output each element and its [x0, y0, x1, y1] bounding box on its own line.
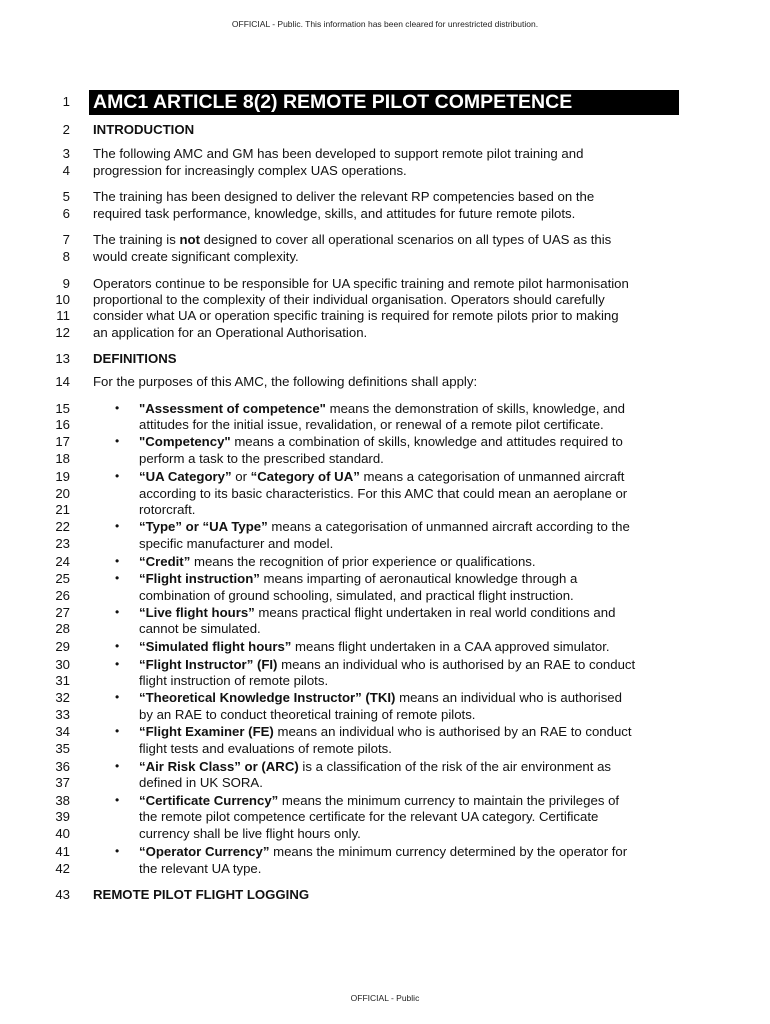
- definition-item: [0, 433, 770, 450]
- line-number: 18: [55, 451, 70, 466]
- bullet-icon: •: [115, 793, 120, 807]
- line-number: 21: [55, 502, 70, 517]
- text-line: [0, 373, 770, 390]
- line-text: would create significant complexity.: [93, 249, 299, 264]
- classification-footer: OFFICIAL - Public: [350, 993, 420, 1003]
- definition-item: [0, 843, 770, 860]
- defined-term: “Operator Currency”: [139, 844, 270, 859]
- line-text: perform a task to the prescribed standard.: [139, 451, 384, 466]
- text-line: [0, 205, 770, 222]
- defined-term: “Certificate Currency”: [139, 793, 279, 808]
- line-number: 7: [62, 232, 70, 247]
- line-number: 23: [55, 536, 70, 551]
- line-number: 19: [55, 469, 70, 484]
- text-line: [0, 740, 770, 757]
- line-number: 42: [55, 861, 70, 876]
- line-number: 4: [62, 163, 70, 178]
- definition-item: [0, 604, 770, 621]
- line-number: 20: [55, 486, 70, 501]
- line-number: 6: [62, 206, 70, 221]
- line-number: 26: [55, 588, 70, 603]
- line-text: rotorcraft.: [139, 502, 196, 517]
- line-text: flight instruction of remote pilots.: [139, 673, 329, 688]
- line-text: The following AMC and GM has been developed to support remote pilot training and: [93, 146, 584, 161]
- line-number: 40: [55, 826, 70, 841]
- defined-term: "Competency": [139, 434, 231, 449]
- line-text: “Theoretical Knowledge Instructor” (TKI) means an individual who is authorised: [139, 690, 622, 705]
- section-heading: REMOTE PILOT FLIGHT LOGGING: [93, 887, 310, 902]
- line-text: “Simulated flight hours” means flight undertaken in a CAA approved simulator.: [139, 639, 610, 654]
- definition-item: [0, 689, 770, 706]
- line-text: “Credit” means the recognition of prior experience or qualifications.: [139, 554, 536, 569]
- line-text: specific manufacturer and model.: [139, 536, 334, 551]
- bullet-icon: •: [115, 657, 120, 671]
- text-line: [0, 188, 770, 205]
- defined-term: “Type” or “UA Type”: [139, 519, 268, 534]
- line-text: consider what UA or operation specific training is required for remote pilots prior to making: [93, 308, 619, 323]
- line-text: “Flight Instructor” (FI) means an individual who is authorised by an RAE to conduct: [139, 657, 636, 672]
- bullet-icon: •: [115, 724, 120, 738]
- line-number: 43: [55, 887, 70, 902]
- line-number: 2: [62, 122, 70, 137]
- line-text: an application for an Operational Authorisation.: [93, 325, 368, 340]
- defined-term: “Theoretical Knowledge Instructor” (TKI): [139, 690, 396, 705]
- bullet-icon: •: [115, 759, 120, 773]
- text-line: [0, 860, 770, 877]
- text-line: [0, 808, 770, 825]
- line-number: 5: [62, 189, 70, 204]
- text-line: [0, 825, 770, 842]
- bullet-icon: •: [115, 469, 120, 483]
- line-number: 37: [55, 775, 70, 790]
- line-number: 34: [55, 724, 70, 739]
- text-line: [0, 501, 770, 518]
- text-line: [0, 587, 770, 604]
- line-number: 11: [56, 308, 70, 323]
- line-number: 39: [55, 809, 70, 824]
- line-text: progression for increasingly complex UAS operations.: [93, 163, 407, 178]
- section-heading-line: [0, 350, 770, 367]
- classification-header: OFFICIAL - Public. This information has been cleared for unrestricted distribution.: [231, 19, 539, 29]
- document-title: AMC1 ARTICLE 8(2) REMOTE PILOT COMPETENCE: [93, 91, 573, 113]
- section-heading: DEFINITIONS: [93, 351, 177, 366]
- line-text: “Flight Examiner (FE) means an individual who is authorised by an RAE to conduct: [139, 724, 632, 739]
- text-line: [0, 231, 770, 248]
- bullet-icon: •: [115, 434, 120, 448]
- section-heading-line: [0, 886, 770, 903]
- line-text: The training has been designed to deliver the relevant RP competencies based on the: [93, 189, 595, 204]
- line-number: 13: [55, 351, 70, 366]
- line-text: “UA Category” or “Category of UA” means a categorisation of unmanned aircraft: [139, 469, 625, 484]
- definition-item: [0, 723, 770, 740]
- line-number: 41: [55, 844, 70, 859]
- line-text: proportional to the complexity of their individual organisation. Operators should carefully: [93, 292, 605, 307]
- line-text: the relevant UA type.: [139, 861, 262, 876]
- line-number: 14: [55, 374, 70, 389]
- text-line: [0, 485, 770, 502]
- text-line: [0, 324, 770, 341]
- line-text: the remote pilot competence certificate for the relevant UA category. Certificate: [139, 809, 599, 824]
- line-text: For the purposes of this AMC, the following definitions shall apply:: [93, 374, 478, 389]
- line-text: flight tests and evaluations of remote pilots.: [139, 741, 392, 756]
- line-text: combination of ground schooling, simulated, and practical flight instruction.: [139, 588, 574, 603]
- line-number: 33: [55, 707, 70, 722]
- defined-term: “Air Risk Class” or (ARC): [139, 759, 299, 774]
- line-number: 10: [55, 292, 70, 307]
- defined-term: “Flight Examiner (FE): [139, 724, 274, 739]
- line-text: “Air Risk Class” or (ARC) is a classification of the risk of the air environment as: [139, 759, 612, 774]
- line-text: defined in UK SORA.: [139, 775, 263, 790]
- definition-item: [0, 518, 770, 535]
- bullet-icon: •: [115, 554, 120, 568]
- bullet-icon: •: [115, 401, 120, 415]
- definition-item: [0, 570, 770, 587]
- defined-term: “Live flight hours”: [139, 605, 255, 620]
- line-number: 15: [55, 401, 70, 416]
- line-number: 27: [55, 605, 70, 620]
- text-line: [0, 145, 770, 162]
- bullet-icon: •: [115, 571, 120, 585]
- line-text: Operators continue to be responsible for UA specific training and remote pilot harmonisation: [93, 276, 629, 291]
- line-text: attitudes for the initial issue, revalidation, or renewal of a remote pilot certificate.: [139, 417, 604, 432]
- line-number: 16: [55, 417, 70, 432]
- definition-item: [0, 792, 770, 809]
- line-text: "Assessment of competence" means the demonstration of skills, knowledge, and: [139, 401, 626, 416]
- line-number: 9: [62, 276, 70, 291]
- text-line: [0, 620, 770, 637]
- line-text: “Flight instruction” means imparting of aeronautical knowledge through a: [139, 571, 578, 586]
- text-line: [0, 706, 770, 723]
- line-text: by an RAE to conduct theoretical training of remote pilots.: [139, 707, 476, 722]
- line-number: 24: [55, 554, 70, 569]
- defined-term: “Flight Instructor” (FI): [139, 657, 278, 672]
- definition-item: [0, 656, 770, 673]
- line-number: 31: [55, 673, 70, 688]
- bullet-icon: •: [115, 690, 120, 704]
- line-number: 32: [55, 690, 70, 705]
- defined-term: “UA Category”: [139, 469, 232, 484]
- line-number: 36: [55, 759, 70, 774]
- line-text: “Operator Currency” means the minimum currency determined by the operator for: [139, 844, 628, 859]
- defined-term: “Category of UA”: [250, 469, 360, 484]
- text-line: [0, 275, 770, 292]
- text-line: [0, 291, 770, 308]
- line-number: 17: [55, 434, 70, 449]
- line-text: “Live flight hours” means practical flight undertaken in real world conditions and: [139, 605, 616, 620]
- line-number: 1: [62, 94, 70, 109]
- definition-item: [0, 400, 770, 417]
- line-text: currency shall be live flight hours only.: [139, 826, 361, 841]
- line-number: 12: [55, 325, 70, 340]
- line-text: “Certificate Currency” means the minimum currency to maintain the privileges of: [139, 793, 620, 808]
- bullet-icon: •: [115, 844, 120, 858]
- line-number: 22: [55, 519, 70, 534]
- text-line: [0, 672, 770, 689]
- line-number: 38: [55, 793, 70, 808]
- text-line: [0, 774, 770, 791]
- line-text: required task performance, knowledge, skills, and attitudes for future remote pilots.: [93, 206, 576, 221]
- line-number: 3: [62, 146, 70, 161]
- line-text: The training is not designed to cover all operational scenarios on all types of UAS as this: [93, 232, 612, 247]
- bullet-icon: •: [115, 639, 120, 653]
- definition-item: [0, 638, 770, 655]
- defined-term: “Credit”: [139, 554, 191, 569]
- defined-term: “Flight instruction”: [139, 571, 260, 586]
- text-line: [0, 162, 770, 179]
- defined-term: “Simulated flight hours”: [139, 639, 292, 654]
- text-line: [0, 535, 770, 552]
- text-line: [0, 416, 770, 433]
- line-number: 29: [55, 639, 70, 654]
- line-number: 28: [55, 621, 70, 636]
- line-text: cannot be simulated.: [139, 621, 261, 636]
- line-number: 30: [55, 657, 70, 672]
- line-number: 35: [55, 741, 70, 756]
- bullet-icon: •: [115, 519, 120, 533]
- bullet-icon: •: [115, 605, 120, 619]
- text-line: [0, 248, 770, 265]
- line-number: 8: [62, 249, 70, 264]
- definition-item: [0, 468, 770, 485]
- text-line: [0, 450, 770, 467]
- definition-item: [0, 553, 770, 570]
- definition-item: [0, 758, 770, 775]
- line-number: 25: [55, 571, 70, 586]
- defined-term: "Assessment of competence": [139, 401, 326, 416]
- defined-term: not: [179, 232, 201, 247]
- section-heading-line: [0, 121, 770, 138]
- line-text: "Competency" means a combination of skills, knowledge and attitudes required to: [139, 434, 623, 449]
- section-heading: INTRODUCTION: [93, 122, 195, 137]
- line-text: according to its basic characteristics. For this AMC that could mean an aeroplane or: [139, 486, 628, 501]
- text-line: [0, 307, 770, 324]
- line-text: “Type” or “UA Type” means a categorisation of unmanned aircraft according to the: [139, 519, 630, 534]
